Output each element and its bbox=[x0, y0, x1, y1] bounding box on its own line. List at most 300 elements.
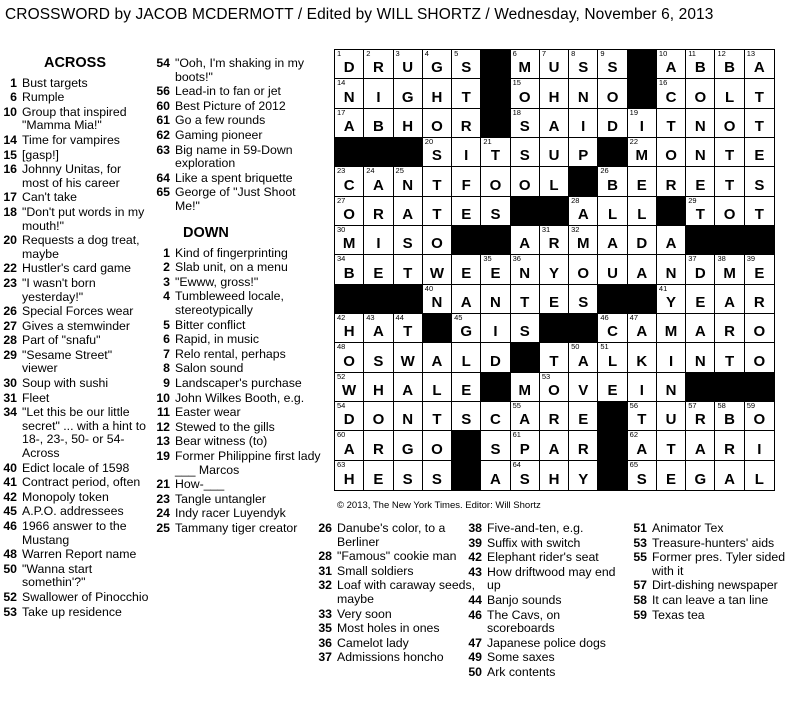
grid-cell[interactable] bbox=[657, 50, 686, 79]
down-clue[interactable] bbox=[465, 522, 631, 536]
grid-cell[interactable] bbox=[511, 402, 540, 431]
grid-cell[interactable] bbox=[745, 343, 774, 372]
grid-cell[interactable] bbox=[686, 50, 715, 79]
grid-cell[interactable] bbox=[335, 50, 364, 79]
grid-cell[interactable] bbox=[423, 79, 452, 108]
across-clue[interactable] bbox=[153, 114, 321, 128]
clue-text: Contract period, often bbox=[22, 475, 141, 490]
grid-cell[interactable] bbox=[715, 167, 744, 196]
down-clue[interactable] bbox=[153, 421, 321, 435]
grid-cell[interactable] bbox=[452, 109, 481, 138]
grid-cell[interactable] bbox=[394, 343, 423, 372]
across-clue[interactable] bbox=[0, 91, 150, 105]
grid-cell[interactable] bbox=[686, 138, 715, 167]
cell-letter: A bbox=[548, 118, 560, 135]
grid-cell[interactable] bbox=[598, 226, 627, 255]
grid-cell[interactable] bbox=[364, 197, 393, 226]
cell-number: 61 bbox=[512, 430, 521, 440]
grid-cell[interactable] bbox=[540, 402, 569, 431]
grid-cell[interactable] bbox=[364, 255, 393, 284]
across-clue[interactable] bbox=[0, 106, 150, 133]
grid-cell[interactable] bbox=[511, 285, 540, 314]
grid-cell[interactable] bbox=[628, 167, 657, 196]
across-clue[interactable] bbox=[0, 591, 150, 605]
grid-cell[interactable] bbox=[569, 79, 598, 108]
down-clue[interactable] bbox=[153, 247, 321, 261]
grid-cell[interactable] bbox=[745, 461, 774, 490]
grid-cell[interactable] bbox=[569, 461, 598, 490]
cell-letter: P bbox=[578, 147, 589, 165]
across-clue[interactable] bbox=[0, 149, 150, 163]
grid-cell[interactable] bbox=[628, 402, 657, 431]
grid-cell[interactable] bbox=[715, 79, 744, 108]
across-clue[interactable] bbox=[0, 277, 150, 304]
grid-cell[interactable] bbox=[394, 255, 423, 284]
grid-cell[interactable] bbox=[715, 314, 744, 343]
grid-cell[interactable] bbox=[598, 343, 627, 372]
grid-cell[interactable] bbox=[628, 461, 657, 490]
grid-cell[interactable] bbox=[364, 79, 393, 108]
grid-cell[interactable] bbox=[745, 314, 774, 343]
grid-cell[interactable] bbox=[745, 167, 774, 196]
cell-number: 31 bbox=[541, 225, 551, 234]
grid-cell[interactable] bbox=[511, 167, 540, 196]
down-clue[interactable] bbox=[153, 348, 321, 362]
grid-cell[interactable] bbox=[657, 167, 686, 196]
across-clue[interactable] bbox=[153, 57, 321, 84]
grid-cell[interactable] bbox=[481, 167, 510, 196]
grid-cell[interactable] bbox=[335, 109, 364, 138]
clue-text: Gaming pioneer bbox=[175, 127, 263, 142]
grid-cell[interactable] bbox=[540, 138, 569, 167]
across-clue[interactable] bbox=[0, 77, 150, 91]
cell-letter: V bbox=[578, 382, 589, 399]
grid-cell[interactable] bbox=[540, 226, 569, 255]
grid-cell[interactable] bbox=[745, 79, 774, 108]
across-clue[interactable] bbox=[153, 100, 321, 114]
grid-cell[interactable] bbox=[657, 314, 686, 343]
grid-cell[interactable] bbox=[686, 314, 715, 343]
down-clue[interactable] bbox=[153, 276, 321, 290]
grid-cell[interactable] bbox=[364, 226, 393, 255]
grid-cell[interactable] bbox=[394, 197, 423, 226]
grid-cell[interactable] bbox=[335, 226, 364, 255]
grid-cell[interactable] bbox=[569, 50, 598, 79]
grid-cell[interactable] bbox=[394, 50, 423, 79]
grid-cell[interactable] bbox=[540, 343, 569, 372]
down-clue[interactable] bbox=[153, 377, 321, 391]
grid-cell[interactable] bbox=[335, 167, 364, 196]
grid-cell[interactable] bbox=[481, 138, 510, 167]
grid-cell[interactable] bbox=[511, 373, 540, 402]
grid-cell[interactable] bbox=[715, 431, 744, 460]
grid-cell[interactable] bbox=[628, 109, 657, 138]
across-clue[interactable] bbox=[153, 186, 321, 213]
across-clue[interactable] bbox=[0, 262, 150, 276]
grid-cell[interactable] bbox=[686, 343, 715, 372]
grid-cell[interactable] bbox=[452, 373, 481, 402]
down-clue[interactable] bbox=[153, 493, 321, 507]
grid-cell[interactable] bbox=[569, 373, 598, 402]
cell-number: 24 bbox=[366, 166, 375, 176]
grid-cell[interactable] bbox=[335, 314, 364, 343]
down-clue[interactable] bbox=[465, 651, 631, 665]
grid-cell[interactable] bbox=[423, 285, 452, 314]
grid-cell[interactable] bbox=[481, 402, 510, 431]
down-clue[interactable] bbox=[630, 551, 796, 578]
cell-number: 32 bbox=[571, 225, 580, 234]
down-clue[interactable] bbox=[315, 622, 485, 636]
grid-cell[interactable] bbox=[598, 373, 627, 402]
grid-cell[interactable] bbox=[745, 138, 774, 167]
grid-cell[interactable] bbox=[628, 431, 657, 460]
grid-cell[interactable] bbox=[686, 197, 715, 226]
grid-cell[interactable] bbox=[598, 197, 627, 226]
grid-cell[interactable] bbox=[569, 285, 598, 314]
grid-cell[interactable] bbox=[452, 255, 481, 284]
grid-cell[interactable] bbox=[511, 226, 540, 255]
grid-cell[interactable] bbox=[394, 314, 423, 343]
grid-cell[interactable] bbox=[511, 50, 540, 79]
grid-cell[interactable] bbox=[686, 431, 715, 460]
grid-cell[interactable] bbox=[335, 402, 364, 431]
down-clue[interactable] bbox=[153, 435, 321, 449]
grid-cell[interactable] bbox=[686, 79, 715, 108]
cell-letter: T bbox=[461, 88, 471, 106]
grid-cell[interactable] bbox=[423, 255, 452, 284]
grid-cell[interactable] bbox=[335, 197, 364, 226]
grid-cell[interactable] bbox=[686, 402, 715, 431]
grid-cell[interactable] bbox=[569, 255, 598, 284]
across-clue[interactable] bbox=[0, 392, 150, 406]
grid-cell[interactable] bbox=[657, 373, 686, 402]
black-square bbox=[335, 138, 364, 167]
grid-cell[interactable] bbox=[481, 314, 510, 343]
grid-cell[interactable] bbox=[481, 255, 510, 284]
down-clue[interactable] bbox=[153, 450, 321, 477]
grid-cell[interactable] bbox=[686, 255, 715, 284]
cell-letter: A bbox=[548, 440, 560, 458]
grid-cell[interactable] bbox=[423, 109, 452, 138]
grid-cell[interactable] bbox=[745, 197, 774, 226]
black-square bbox=[540, 314, 569, 343]
grid-cell[interactable] bbox=[394, 167, 423, 196]
grid-cell[interactable] bbox=[364, 167, 393, 196]
across-clue[interactable] bbox=[0, 191, 150, 205]
grid-cell[interactable] bbox=[511, 79, 540, 108]
across-clue[interactable] bbox=[0, 320, 150, 334]
down-clue[interactable] bbox=[153, 478, 321, 492]
across-clue[interactable] bbox=[0, 305, 150, 319]
grid-cell[interactable] bbox=[394, 402, 423, 431]
across-clue[interactable] bbox=[153, 144, 321, 171]
down-clue[interactable] bbox=[153, 319, 321, 333]
down-clue[interactable] bbox=[465, 551, 631, 565]
grid-cell[interactable] bbox=[423, 343, 452, 372]
grid-cell[interactable] bbox=[598, 167, 627, 196]
grid-cell[interactable] bbox=[452, 402, 481, 431]
across-clue[interactable] bbox=[0, 334, 150, 348]
down-clue[interactable] bbox=[315, 579, 485, 606]
grid-cell[interactable] bbox=[540, 431, 569, 460]
grid-cell[interactable] bbox=[481, 461, 510, 490]
across-clue[interactable] bbox=[153, 172, 321, 186]
grid-cell[interactable] bbox=[511, 109, 540, 138]
grid-cell[interactable] bbox=[540, 50, 569, 79]
down-clue[interactable] bbox=[153, 392, 321, 406]
across-clue[interactable] bbox=[0, 505, 150, 519]
down-clue[interactable] bbox=[153, 261, 321, 275]
down-clue[interactable] bbox=[153, 290, 321, 317]
grid-cell[interactable] bbox=[364, 109, 393, 138]
cell-number: 28 bbox=[571, 195, 580, 205]
down-clue[interactable] bbox=[465, 609, 631, 636]
grid-cell[interactable] bbox=[745, 255, 774, 284]
grid-cell[interactable] bbox=[511, 255, 540, 284]
grid-cell[interactable] bbox=[423, 226, 452, 255]
across-clue[interactable] bbox=[0, 606, 150, 620]
grid-cell[interactable] bbox=[598, 255, 627, 284]
grid-cell[interactable] bbox=[657, 255, 686, 284]
grid-cell[interactable] bbox=[628, 373, 657, 402]
grid-cell[interactable] bbox=[452, 197, 481, 226]
grid-cell[interactable] bbox=[657, 79, 686, 108]
grid-cell[interactable] bbox=[657, 226, 686, 255]
clue-text: [gasp!] bbox=[22, 147, 59, 162]
down-clue[interactable] bbox=[315, 550, 485, 564]
grid-cell[interactable] bbox=[364, 343, 393, 372]
grid-cell[interactable] bbox=[715, 50, 744, 79]
grid-cell[interactable] bbox=[540, 255, 569, 284]
grid-cell[interactable] bbox=[511, 431, 540, 460]
grid-cell[interactable] bbox=[364, 431, 393, 460]
grid-cell[interactable] bbox=[423, 50, 452, 79]
cell-letter: M bbox=[635, 147, 649, 165]
grid-cell[interactable] bbox=[745, 402, 774, 431]
grid-cell[interactable] bbox=[335, 343, 364, 372]
grid-cell[interactable] bbox=[715, 197, 744, 226]
cell-letter: H bbox=[431, 88, 443, 106]
down-clue[interactable] bbox=[630, 537, 796, 551]
grid-cell[interactable] bbox=[511, 314, 540, 343]
grid-cell[interactable] bbox=[335, 461, 364, 490]
grid-cell[interactable] bbox=[628, 255, 657, 284]
grid-cell[interactable] bbox=[715, 285, 744, 314]
grid-cell[interactable] bbox=[364, 314, 393, 343]
down-clue[interactable] bbox=[315, 565, 485, 579]
grid-cell[interactable] bbox=[423, 461, 452, 490]
grid-cell[interactable] bbox=[423, 167, 452, 196]
grid-cell[interactable] bbox=[423, 402, 452, 431]
grid-cell[interactable] bbox=[335, 79, 364, 108]
grid-cell[interactable] bbox=[569, 226, 598, 255]
grid-cell[interactable] bbox=[628, 138, 657, 167]
cell-letter: H bbox=[402, 118, 414, 135]
down-clue[interactable] bbox=[315, 651, 485, 665]
down-clue[interactable] bbox=[153, 522, 321, 536]
grid-cell[interactable] bbox=[569, 402, 598, 431]
grid-cell[interactable] bbox=[540, 167, 569, 196]
grid-cell[interactable] bbox=[657, 461, 686, 490]
grid-cell[interactable] bbox=[452, 79, 481, 108]
down-clue[interactable] bbox=[465, 566, 631, 593]
grid-cell[interactable] bbox=[394, 461, 423, 490]
grid-cell[interactable] bbox=[715, 402, 744, 431]
grid-cell[interactable] bbox=[715, 255, 744, 284]
across-clue[interactable] bbox=[0, 349, 150, 376]
grid-cell[interactable] bbox=[745, 109, 774, 138]
grid-cell[interactable] bbox=[394, 226, 423, 255]
down-clue[interactable] bbox=[465, 637, 631, 651]
grid-cell[interactable] bbox=[540, 109, 569, 138]
grid-cell[interactable] bbox=[686, 109, 715, 138]
grid-cell[interactable] bbox=[628, 343, 657, 372]
grid-cell[interactable] bbox=[452, 314, 481, 343]
grid-cell[interactable] bbox=[598, 50, 627, 79]
across-clue[interactable] bbox=[0, 462, 150, 476]
grid-cell[interactable] bbox=[657, 285, 686, 314]
down-clue[interactable] bbox=[153, 507, 321, 521]
across-clue[interactable] bbox=[0, 520, 150, 547]
down-clue[interactable] bbox=[630, 594, 796, 608]
grid-cell[interactable] bbox=[394, 373, 423, 402]
down-clue[interactable] bbox=[153, 362, 321, 376]
grid-cell[interactable] bbox=[715, 109, 744, 138]
across-clue[interactable] bbox=[0, 563, 150, 590]
grid-cell[interactable] bbox=[394, 431, 423, 460]
grid-cell[interactable] bbox=[452, 138, 481, 167]
down-clue[interactable] bbox=[465, 537, 631, 551]
grid-cell[interactable] bbox=[686, 461, 715, 490]
across-clue[interactable] bbox=[0, 234, 150, 261]
cell-letter: O bbox=[753, 411, 766, 429]
grid-cell[interactable] bbox=[686, 285, 715, 314]
down-clue[interactable] bbox=[315, 522, 485, 549]
cell-letter: O bbox=[518, 176, 531, 194]
grid-cell[interactable] bbox=[715, 461, 744, 490]
across-clue[interactable] bbox=[0, 548, 150, 562]
grid-cell[interactable] bbox=[569, 197, 598, 226]
grid-cell[interactable] bbox=[364, 461, 393, 490]
grid-cell[interactable] bbox=[628, 314, 657, 343]
grid-cell[interactable] bbox=[481, 431, 510, 460]
grid-cell[interactable] bbox=[335, 255, 364, 284]
grid-cell[interactable] bbox=[335, 431, 364, 460]
grid-cell[interactable] bbox=[540, 285, 569, 314]
grid-cell[interactable] bbox=[657, 109, 686, 138]
grid-cell[interactable] bbox=[745, 285, 774, 314]
grid-cell[interactable] bbox=[335, 373, 364, 402]
grid-cell[interactable] bbox=[423, 431, 452, 460]
grid-cell[interactable] bbox=[657, 138, 686, 167]
across-clue[interactable] bbox=[0, 491, 150, 505]
grid-cell[interactable] bbox=[394, 109, 423, 138]
across-clue[interactable] bbox=[153, 129, 321, 143]
down-clue[interactable] bbox=[315, 608, 485, 622]
grid-cell[interactable] bbox=[423, 138, 452, 167]
clue-text: Five-and-ten, e.g. bbox=[487, 521, 584, 535]
grid-cell[interactable] bbox=[569, 431, 598, 460]
grid-cell[interactable] bbox=[569, 138, 598, 167]
grid-cell[interactable] bbox=[394, 79, 423, 108]
cell-letter: Y bbox=[666, 294, 677, 311]
grid-cell[interactable] bbox=[364, 373, 393, 402]
grid-cell[interactable] bbox=[598, 109, 627, 138]
across-clue[interactable] bbox=[0, 406, 150, 460]
cell-letter: O bbox=[577, 264, 590, 282]
grid-cell[interactable] bbox=[540, 461, 569, 490]
grid-cell[interactable] bbox=[452, 167, 481, 196]
down-clue[interactable] bbox=[630, 579, 796, 593]
cell-letter: O bbox=[753, 352, 766, 370]
grid-cell[interactable] bbox=[481, 343, 510, 372]
cell-letter: N bbox=[665, 264, 677, 282]
grid-cell[interactable] bbox=[423, 197, 452, 226]
grid-cell[interactable] bbox=[569, 109, 598, 138]
grid-cell[interactable] bbox=[452, 343, 481, 372]
grid-cell[interactable] bbox=[364, 402, 393, 431]
cell-letter: I bbox=[639, 382, 644, 399]
grid-cell[interactable] bbox=[598, 314, 627, 343]
clue-number: 45 bbox=[3, 504, 17, 519]
down-clue[interactable] bbox=[153, 333, 321, 347]
grid-cell[interactable] bbox=[745, 50, 774, 79]
cell-letter: M bbox=[518, 59, 531, 77]
across-clue[interactable] bbox=[0, 163, 150, 190]
down-clue[interactable] bbox=[465, 594, 631, 608]
across-clue[interactable] bbox=[0, 377, 150, 391]
grid-cell[interactable] bbox=[715, 138, 744, 167]
grid-cell[interactable] bbox=[423, 373, 452, 402]
grid-cell[interactable] bbox=[657, 431, 686, 460]
grid-cell[interactable] bbox=[628, 226, 657, 255]
crossword-grid[interactable] bbox=[334, 49, 775, 491]
cell-number: 3 bbox=[395, 49, 400, 58]
grid-cell[interactable] bbox=[628, 197, 657, 226]
grid-cell[interactable] bbox=[481, 197, 510, 226]
grid-cell[interactable] bbox=[715, 343, 744, 372]
cell-number: 56 bbox=[629, 401, 638, 410]
grid-cell[interactable] bbox=[540, 79, 569, 108]
down-clue[interactable] bbox=[315, 637, 485, 651]
grid-cell[interactable] bbox=[452, 285, 481, 314]
grid-cell[interactable] bbox=[452, 50, 481, 79]
clue-number: 42 bbox=[3, 489, 17, 504]
grid-cell[interactable] bbox=[657, 402, 686, 431]
grid-cell[interactable] bbox=[511, 461, 540, 490]
grid-cell[interactable] bbox=[540, 373, 569, 402]
down-clue[interactable] bbox=[630, 522, 796, 536]
grid-cell[interactable] bbox=[481, 285, 510, 314]
grid-cell[interactable] bbox=[569, 343, 598, 372]
across-clue[interactable] bbox=[0, 476, 150, 490]
grid-cell[interactable] bbox=[598, 79, 627, 108]
grid-cell[interactable] bbox=[686, 167, 715, 196]
grid-cell[interactable] bbox=[511, 138, 540, 167]
grid-cell[interactable] bbox=[657, 343, 686, 372]
down-clue[interactable] bbox=[630, 609, 796, 623]
across-clue[interactable] bbox=[0, 206, 150, 233]
cell-letter: R bbox=[724, 440, 735, 458]
grid-cell[interactable] bbox=[364, 50, 393, 79]
down-clue[interactable] bbox=[153, 406, 321, 420]
clue-text: Group that inspired "Mamma Mia!" bbox=[22, 104, 127, 133]
cell-letter: T bbox=[432, 206, 442, 223]
down-clue[interactable] bbox=[465, 666, 631, 680]
across-clue[interactable] bbox=[0, 134, 150, 148]
grid-cell[interactable] bbox=[745, 431, 774, 460]
across-clue[interactable] bbox=[153, 85, 321, 99]
